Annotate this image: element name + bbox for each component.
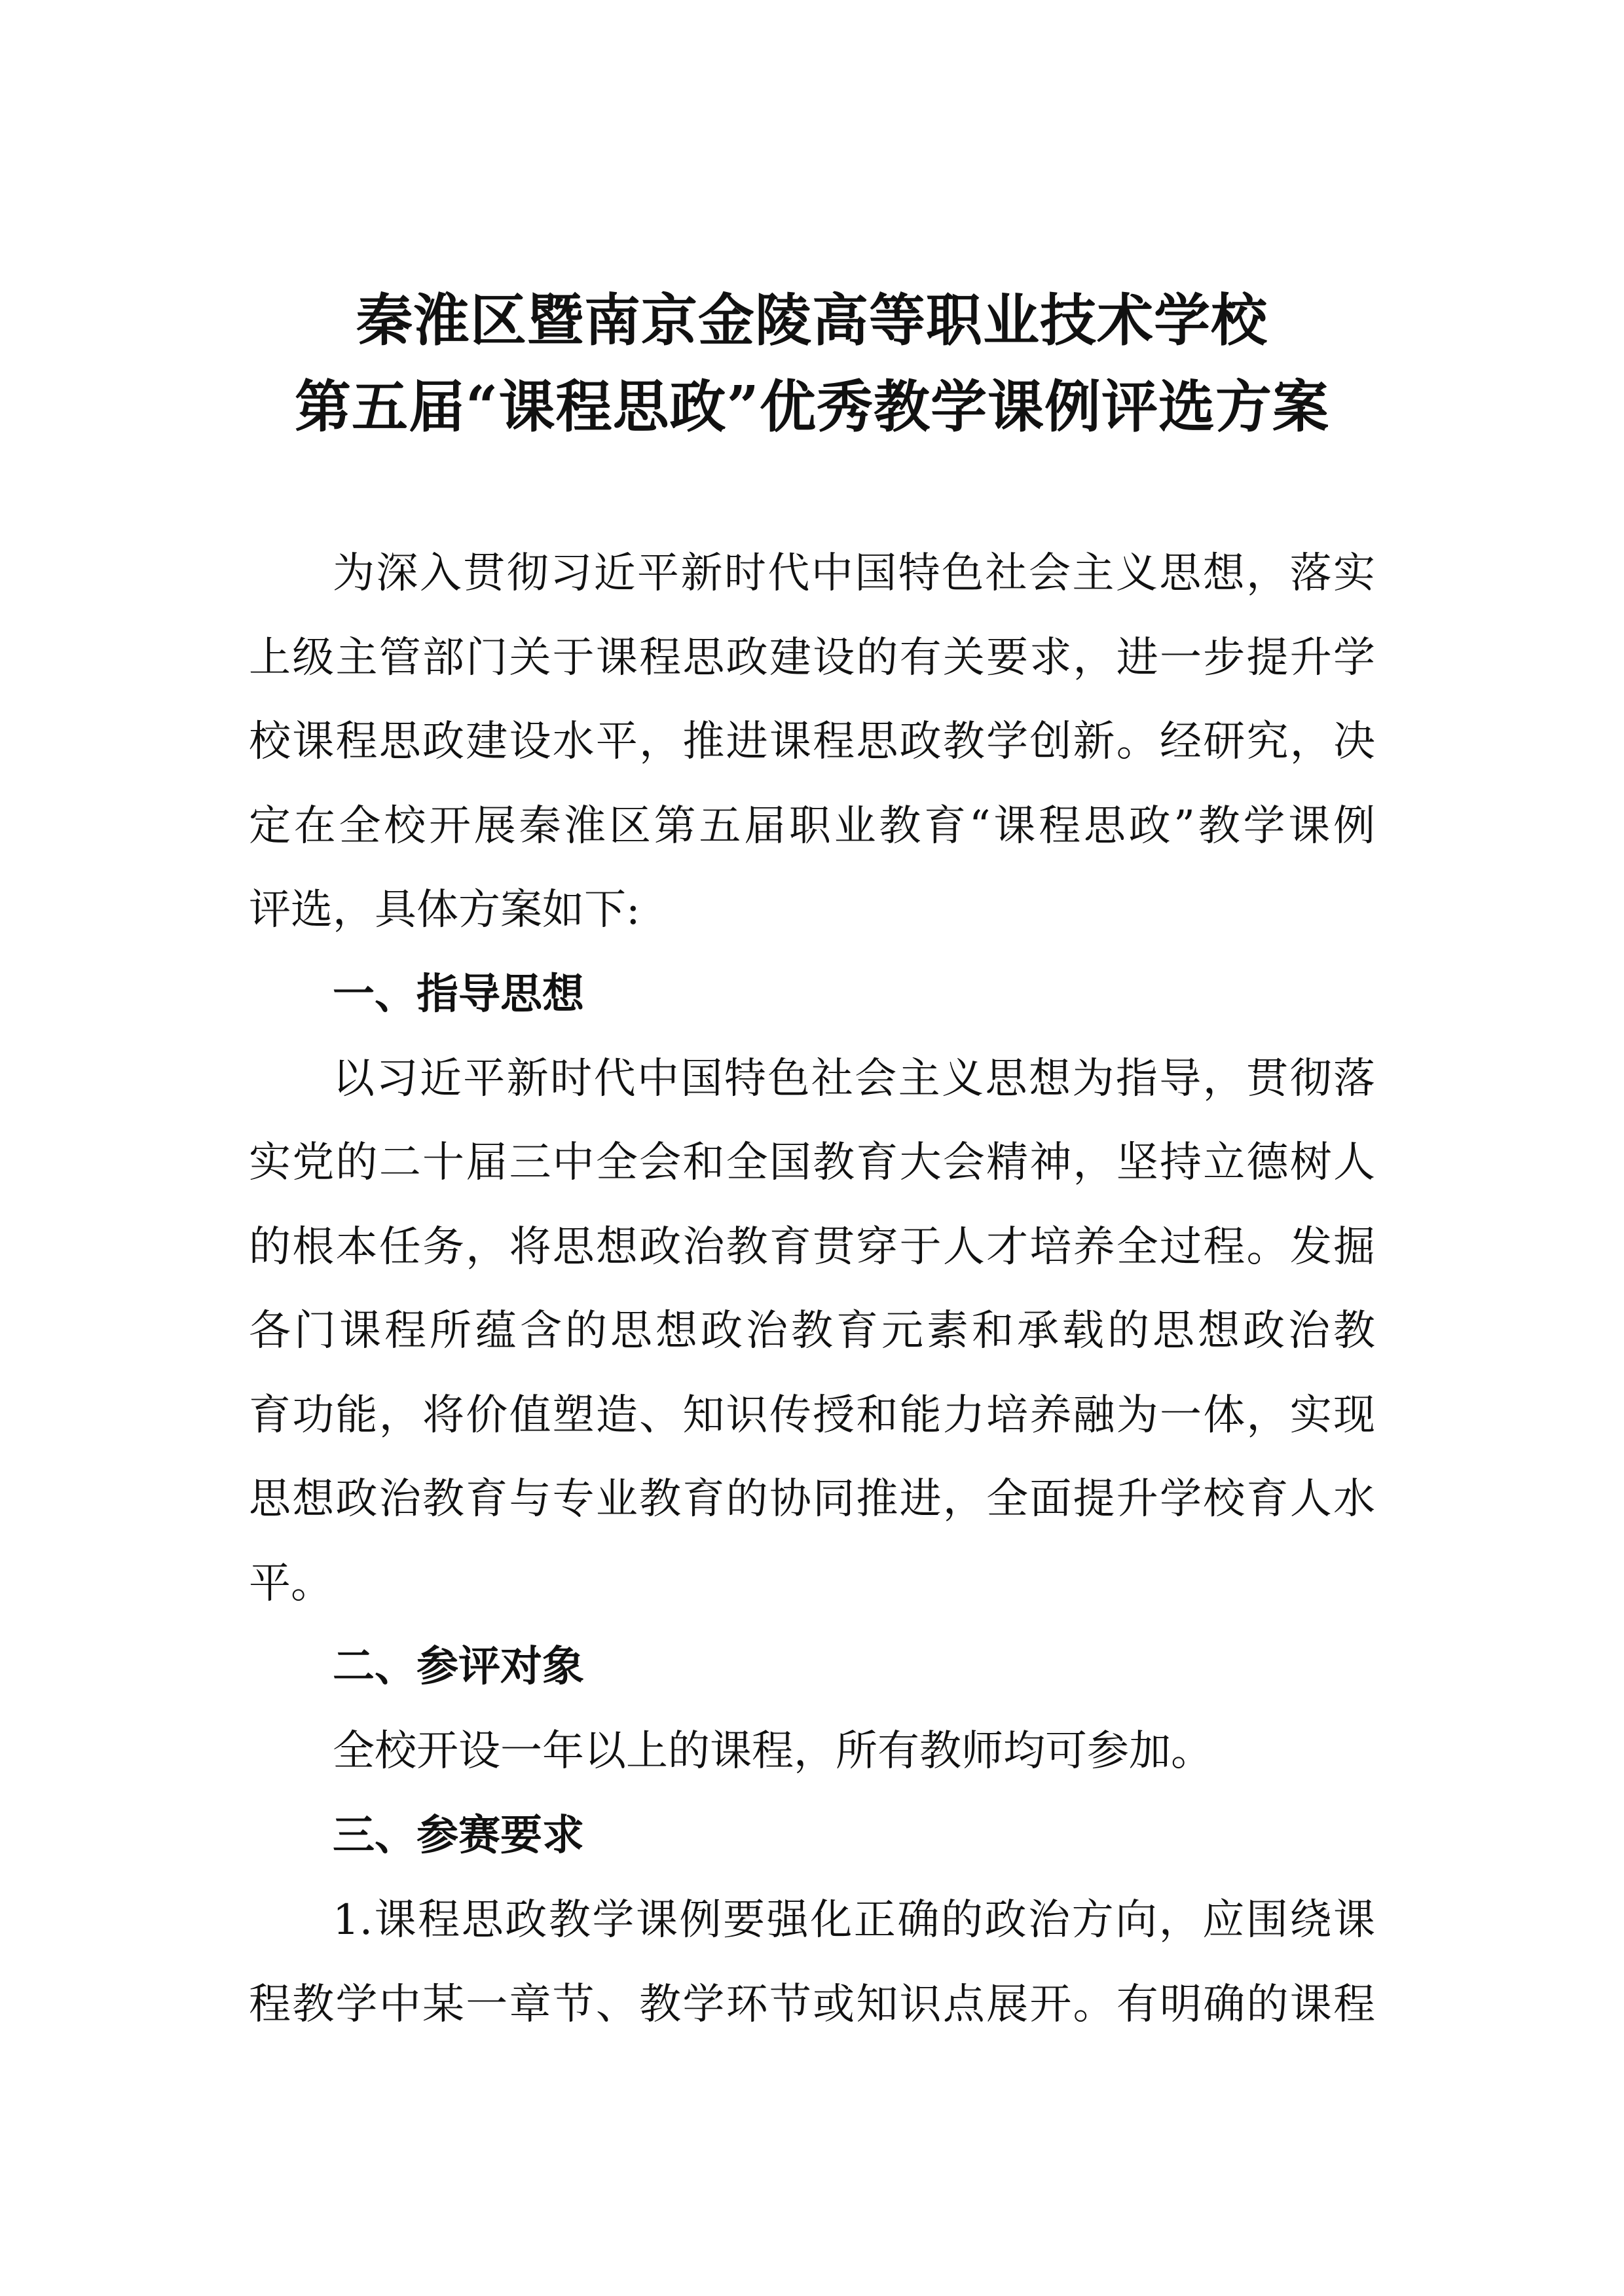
- intro-paragraph-line: 校课程思政建设水平，推进课程思政教学创新。经研究，决: [249, 718, 1375, 766]
- section-heading-guiding-ideology: 一、指导思想: [333, 970, 584, 1019]
- document-title-line-2: 第五届“课程思政”优秀教学课例评选方案: [295, 374, 1329, 440]
- section1-paragraph-line: 各门课程所蕴含的思想政治教育元素和承载的思想政治教: [249, 1307, 1375, 1355]
- section3-paragraph-line: 1.课程思政教学课例要强化正确的政治方向，应围绕课: [333, 1896, 1375, 1944]
- section1-paragraph-line: 思想政治教育与专业教育的协同推进，全面提升学校育人水: [249, 1475, 1375, 1523]
- intro-paragraph-line: 评选，具体方案如下:: [249, 886, 640, 934]
- document-title-line-1: 秦淮区暨南京金陵高等职业技术学校: [356, 287, 1268, 354]
- section3-paragraph-line: 程教学中某一章节、教学环节或知识点展开。有明确的课程: [249, 1980, 1375, 2029]
- intro-paragraph-line: 为深入贯彻习近平新时代中国特色社会主义思想，落实: [333, 549, 1375, 598]
- section1-paragraph-line: 实党的二十届三中全会和全国教育大会精神，坚持立德树人: [249, 1139, 1375, 1187]
- section1-paragraph-line: 育功能，将价值塑造、知识传授和能力培养融为一体，实现: [249, 1391, 1375, 1440]
- section-heading-requirements: 三、参赛要求: [333, 1812, 584, 1860]
- section2-paragraph-line: 全校开设一年以上的课程，所有教师均可参加。: [333, 1727, 1213, 1776]
- section1-paragraph-line: 平。: [249, 1559, 333, 1608]
- section1-paragraph-line: 以习近平新时代中国特色社会主义思想为指导，贯彻落: [333, 1055, 1375, 1103]
- intro-paragraph-line: 定在全校开展秦淮区第五届职业教育“课程思政”教学课例: [249, 802, 1375, 850]
- intro-paragraph-line: 上级主管部门关于课程思政建设的有关要求，进一步提升学: [249, 634, 1375, 682]
- section-heading-participants: 二、参评对象: [333, 1643, 584, 1691]
- section1-paragraph-line: 的根本任务，将思想政治教育贯穿于人才培养全过程。发掘: [249, 1223, 1375, 1271]
